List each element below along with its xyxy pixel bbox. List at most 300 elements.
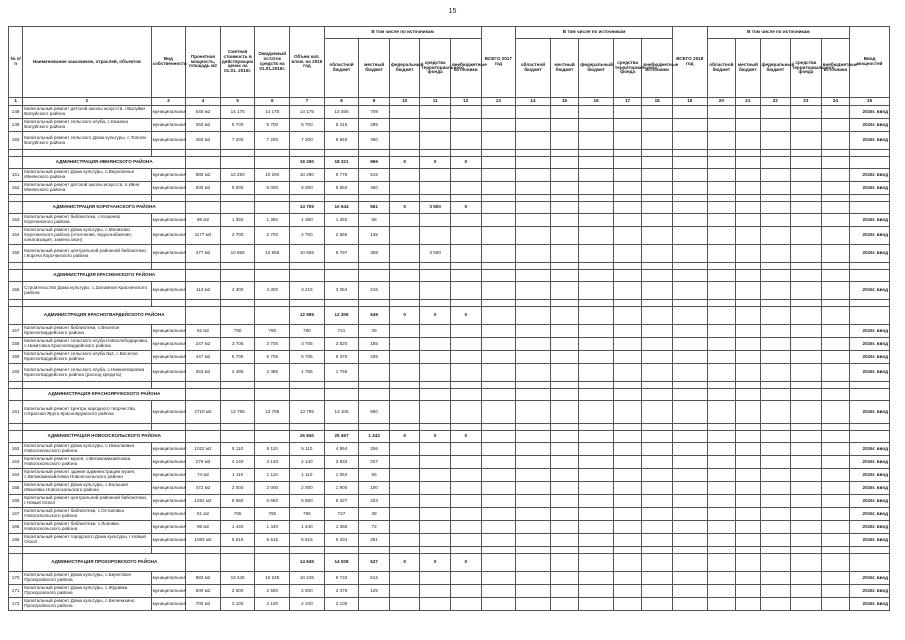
volume-2016: 19 290 <box>290 157 325 169</box>
ownership-type: муниципальная <box>151 119 186 132</box>
territorial-fund: 0 <box>420 554 451 572</box>
header-offbudget: внебюджетные источники <box>450 39 481 98</box>
table-row <box>9 338 890 351</box>
territorial-fund <box>420 169 451 182</box>
empty-cell <box>672 585 707 598</box>
empty-cell <box>642 307 673 325</box>
empty-cell <box>579 534 614 547</box>
empty-cell <box>450 325 481 338</box>
header-name: Наименование заказчиков, отраслей, объектов <box>23 27 151 98</box>
row-index: 157 <box>9 325 23 338</box>
header-offbudget: внебюджетные источники <box>642 39 673 98</box>
header-total-2017: ВСЕГО 2017 год <box>481 27 516 98</box>
empty-cell <box>672 431 707 443</box>
empty-cell <box>516 572 551 585</box>
empty-cell <box>760 307 791 325</box>
estimate-cost: 10 290 <box>220 169 255 182</box>
empty-cell <box>550 182 579 195</box>
empty-cell <box>481 270 516 282</box>
federal-budget <box>389 469 420 482</box>
table-row <box>9 132 890 150</box>
empty-cell <box>642 325 673 338</box>
empty-cell <box>516 263 551 270</box>
row-index: 163 <box>9 456 23 469</box>
capacity: 880 м2 <box>186 169 221 182</box>
empty-cell <box>579 150 614 157</box>
volume-2016: 6 705 <box>290 351 325 364</box>
territorial-fund <box>420 325 451 338</box>
column-number: 10 <box>389 98 420 106</box>
empty-cell <box>516 282 551 300</box>
expected-balance: 2 485 <box>255 364 290 382</box>
empty-cell <box>516 351 551 364</box>
empty-cell <box>642 456 673 469</box>
empty-cell <box>579 169 614 182</box>
empty-cell <box>481 382 516 389</box>
local-budget <box>359 364 390 382</box>
empty-cell <box>672 157 707 169</box>
empty-cell <box>516 469 551 482</box>
federal-budget <box>389 364 420 382</box>
empty-cell <box>736 263 760 270</box>
empty-cell <box>642 598 673 611</box>
empty-cell <box>613 202 642 214</box>
empty-cell <box>613 585 642 598</box>
empty-cell <box>760 401 791 424</box>
empty-cell <box>672 482 707 495</box>
empty-cell <box>736 495 760 508</box>
empty-cell <box>642 401 673 424</box>
object-name: Строительство Дома культуры, с.Заломное Красненского района <box>23 282 151 300</box>
district-header-row <box>9 270 890 282</box>
local-budget: 207 <box>359 456 390 469</box>
empty-cell <box>516 300 551 307</box>
empty-cell <box>850 431 890 443</box>
empty-cell <box>672 182 707 195</box>
ownership-type: муниципальная <box>151 245 186 263</box>
empty-cell <box>450 534 481 547</box>
object-name: Капитальный ремонт Дома культуры, с.Беленихино Прохоровского района <box>23 598 151 611</box>
federal-budget: 0 <box>389 431 420 443</box>
expected-balance: 10 290 <box>255 169 290 182</box>
ownership-type: муниципальная <box>151 401 186 424</box>
empty-cell <box>359 195 390 202</box>
offbudget-sources: 0 <box>450 554 481 572</box>
empty-cell <box>420 263 451 270</box>
row-index: 158 <box>9 338 23 351</box>
empty-cell <box>760 270 791 282</box>
empty-cell <box>760 300 791 307</box>
empty-cell <box>516 106 551 119</box>
regional-budget: 13 105 <box>324 401 359 424</box>
commissioning-note: 2016г. ввод <box>850 534 890 547</box>
expected-balance: 4 140 <box>255 456 290 469</box>
empty-cell <box>821 585 850 598</box>
empty-cell <box>186 431 221 443</box>
empty-cell <box>550 469 579 482</box>
local-budget <box>359 389 390 401</box>
district-header-row <box>9 157 890 169</box>
empty-cell <box>550 382 579 389</box>
empty-cell <box>550 598 579 611</box>
territorial-fund: 0 <box>420 431 451 443</box>
empty-cell <box>760 106 791 119</box>
territorial-fund: 0 <box>420 307 451 325</box>
empty-cell <box>550 263 579 270</box>
empty-cell <box>450 401 481 424</box>
empty-cell <box>821 456 850 469</box>
table-row <box>9 119 890 132</box>
empty-cell <box>481 456 516 469</box>
empty-cell <box>642 182 673 195</box>
empty-cell <box>642 469 673 482</box>
empty-cell <box>707 325 736 338</box>
empty-cell <box>324 263 359 270</box>
empty-cell <box>736 282 760 300</box>
empty-cell <box>255 554 290 572</box>
empty-cell <box>450 424 481 431</box>
row-index: 162 <box>9 443 23 456</box>
column-number: 18 <box>642 98 673 106</box>
empty-cell <box>791 202 822 214</box>
object-name: Капитальный ремонт центральной районной библиотеки, г.Короча Корочанского района <box>23 245 151 263</box>
capacity: 600 м2 <box>186 182 221 195</box>
header-total-2018: ВСЕГО 2018 год <box>672 27 707 98</box>
empty-cell <box>481 424 516 431</box>
empty-cell <box>613 424 642 431</box>
empty-cell <box>516 508 551 521</box>
empty-cell <box>791 182 822 195</box>
ownership-type: муниципальная <box>151 469 186 482</box>
empty-cell <box>516 401 551 424</box>
volume-2016: 12 955 <box>290 307 325 325</box>
column-number: 7 <box>290 98 325 106</box>
empty-cell <box>613 521 642 534</box>
empty-cell <box>791 547 822 554</box>
empty-cell <box>613 150 642 157</box>
empty-cell <box>760 263 791 270</box>
empty-cell <box>791 521 822 534</box>
local-budget: 709 <box>359 106 390 119</box>
empty-cell <box>550 534 579 547</box>
empty-cell <box>642 132 673 150</box>
table-row <box>9 325 890 338</box>
empty-cell <box>672 195 707 202</box>
empty-cell <box>613 508 642 521</box>
empty-cell <box>672 351 707 364</box>
object-name: Капитальный ремонт Дома культуры, с.Береговое Прохоровского района <box>23 572 151 585</box>
volume-2016 <box>290 389 325 401</box>
empty-cell <box>579 554 614 572</box>
capacity: 1083 м2 <box>186 534 221 547</box>
regional-budget: 2 565 <box>324 227 359 245</box>
territorial-fund <box>420 598 451 611</box>
empty-cell <box>642 495 673 508</box>
local-budget: 1 343 <box>359 431 390 443</box>
empty-cell <box>791 424 822 431</box>
expected-balance: 2 700 <box>255 227 290 245</box>
expected-balance: 10 245 <box>255 572 290 585</box>
empty-cell <box>672 424 707 431</box>
empty-cell <box>290 382 325 389</box>
empty-cell <box>290 263 325 270</box>
capacity: 472 м2 <box>186 482 221 495</box>
empty-cell <box>550 307 579 325</box>
empty-cell <box>613 270 642 282</box>
ownership-type: муниципальная <box>151 338 186 351</box>
empty-cell <box>550 401 579 424</box>
column-number: 15 <box>550 98 579 106</box>
empty-cell <box>579 469 614 482</box>
capacity: 62 м2 <box>186 325 221 338</box>
empty-cell <box>791 534 822 547</box>
empty-cell <box>481 598 516 611</box>
federal-budget <box>389 132 420 150</box>
empty-cell <box>760 572 791 585</box>
offbudget-sources <box>450 389 481 401</box>
empty-cell <box>821 572 850 585</box>
regional-budget: 10 644 <box>324 202 359 214</box>
empty-cell <box>550 227 579 245</box>
empty-cell <box>736 106 760 119</box>
header-territorial: средства территориального фонда <box>420 39 451 98</box>
empty-cell <box>516 214 551 227</box>
territorial-fund <box>420 443 451 456</box>
commissioning-note: 2016г. ввод <box>850 495 890 508</box>
empty-cell <box>707 338 736 351</box>
empty-cell <box>481 227 516 245</box>
empty-cell <box>550 132 579 150</box>
empty-cell <box>579 401 614 424</box>
volume-2016: 1 765 <box>290 364 325 382</box>
empty-cell <box>420 150 451 157</box>
empty-cell <box>255 195 290 202</box>
commissioning-note: 2016г. ввод <box>850 585 890 598</box>
table-row <box>9 169 890 182</box>
empty-cell <box>642 300 673 307</box>
estimate-cost: 2 100 <box>220 598 255 611</box>
empty-cell <box>821 106 850 119</box>
empty-cell <box>760 227 791 245</box>
header-regional: областной бюджет <box>324 39 359 98</box>
regional-budget: 6 840 <box>324 132 359 150</box>
empty-cell <box>791 214 822 227</box>
table-row <box>9 508 890 521</box>
empty-cell <box>672 169 707 182</box>
empty-cell <box>791 307 822 325</box>
estimate-cost: 4 140 <box>220 456 255 469</box>
empty-cell <box>579 547 614 554</box>
empty-cell <box>791 119 822 132</box>
object-name: Капитальный ремонт библиотеки, с.Остаповка Новооскольского района <box>23 508 151 521</box>
empty-cell <box>450 245 481 263</box>
object-name: Капитальный ремонт городского Дома культуры, г.Новый Оскол <box>23 534 151 547</box>
federal-budget: 0 <box>389 157 420 169</box>
empty-cell <box>736 245 760 263</box>
column-number: 12 <box>450 98 481 106</box>
empty-cell <box>672 521 707 534</box>
regional-budget: 4 854 <box>324 443 359 456</box>
empty-cell <box>672 389 707 401</box>
empty-cell <box>821 150 850 157</box>
expected-balance: 13 795 <box>255 401 290 424</box>
empty-cell <box>613 598 642 611</box>
empty-cell <box>450 195 481 202</box>
empty-cell <box>736 598 760 611</box>
empty-cell <box>516 182 551 195</box>
header-local: местный бюджет <box>550 39 579 98</box>
empty-cell <box>450 132 481 150</box>
object-name: Капитальный ремонт Центра народного творчества, п.Красная Яруга Краснояружского района <box>23 401 151 424</box>
empty-cell <box>389 195 420 202</box>
ownership-type: муниципальная <box>151 598 186 611</box>
empty-cell <box>481 338 516 351</box>
empty-cell <box>186 263 221 270</box>
empty-cell <box>760 424 791 431</box>
empty-cell <box>707 182 736 195</box>
empty-cell <box>672 214 707 227</box>
regional-budget: 1 900 <box>324 482 359 495</box>
local-budget <box>359 598 390 611</box>
empty-cell <box>579 572 614 585</box>
empty-cell <box>151 150 186 157</box>
empty-cell <box>550 508 579 521</box>
commissioning-note: 2016г. ввод <box>850 364 890 382</box>
expected-balance: 5 110 <box>255 443 290 456</box>
empty-cell <box>736 534 760 547</box>
empty-cell <box>642 195 673 202</box>
empty-cell <box>791 389 822 401</box>
empty-cell <box>481 482 516 495</box>
table-body <box>9 98 890 611</box>
commissioning-note: 2016г. ввод <box>850 325 890 338</box>
header-expected: Ожидаемый остаток средств на 01.01.2016г. <box>255 27 290 98</box>
empty-cell <box>481 572 516 585</box>
empty-cell <box>481 325 516 338</box>
empty-cell <box>736 554 760 572</box>
empty-cell <box>736 585 760 598</box>
offbudget-sources: 0 <box>450 431 481 443</box>
empty-cell <box>9 270 23 282</box>
empty-cell <box>760 182 791 195</box>
empty-cell <box>186 195 221 202</box>
empty-cell <box>791 150 822 157</box>
empty-cell <box>642 169 673 182</box>
regional-budget: 741 <box>324 325 359 338</box>
volume-2016: 765 <box>290 508 325 521</box>
empty-cell <box>450 364 481 382</box>
empty-cell <box>672 245 707 263</box>
empty-cell <box>186 157 221 169</box>
regional-budget: 3 054 <box>324 282 359 300</box>
empty-cell <box>821 389 850 401</box>
spacer-row <box>9 300 890 307</box>
volume-2016: 26 840 <box>290 431 325 443</box>
empty-cell <box>9 424 23 431</box>
empty-cell <box>579 132 614 150</box>
expected-balance: 9 000 <box>255 182 290 195</box>
empty-cell <box>850 382 890 389</box>
empty-cell <box>450 482 481 495</box>
empty-cell <box>324 424 359 431</box>
empty-cell <box>481 106 516 119</box>
capacity: 350 м2 <box>186 119 221 132</box>
empty-cell <box>23 263 151 270</box>
empty-cell <box>672 282 707 300</box>
empty-cell <box>481 351 516 364</box>
territorial-fund <box>420 351 451 364</box>
empty-cell <box>579 443 614 456</box>
local-budget: 215 <box>359 282 390 300</box>
row-index: 167 <box>9 508 23 521</box>
empty-cell <box>389 424 420 431</box>
empty-cell <box>359 150 390 157</box>
empty-cell <box>450 227 481 245</box>
empty-cell <box>613 338 642 351</box>
empty-cell <box>791 263 822 270</box>
empty-cell <box>736 169 760 182</box>
territorial-fund <box>420 508 451 521</box>
empty-cell <box>707 508 736 521</box>
empty-cell <box>151 547 186 554</box>
row-index: 153 <box>9 214 23 227</box>
empty-cell <box>707 263 736 270</box>
header-sources-2018: В том числе по источникам <box>707 27 850 39</box>
empty-cell <box>672 456 707 469</box>
volume-2016: 7 200 <box>290 132 325 150</box>
offbudget-sources: 0 <box>450 202 481 214</box>
empty-cell <box>707 554 736 572</box>
empty-cell <box>613 119 642 132</box>
table-row <box>9 282 890 300</box>
district-header-row <box>9 389 890 401</box>
empty-cell <box>450 150 481 157</box>
column-number: 16 <box>579 98 614 106</box>
empty-cell <box>516 521 551 534</box>
empty-cell <box>613 469 642 482</box>
empty-cell <box>186 547 221 554</box>
empty-cell <box>23 150 151 157</box>
empty-cell <box>481 401 516 424</box>
empty-cell <box>550 495 579 508</box>
table-row <box>9 351 890 364</box>
empty-cell <box>516 202 551 214</box>
header-volume-2016: Объем кап. влож. на 2016 год <box>290 27 325 98</box>
empty-cell <box>579 431 614 443</box>
empty-cell <box>220 389 255 401</box>
empty-cell <box>579 157 614 169</box>
commissioning-note: 2016г. ввод <box>850 182 890 195</box>
empty-cell <box>579 119 614 132</box>
empty-cell <box>791 132 822 150</box>
empty-cell <box>255 424 290 431</box>
empty-cell <box>791 106 822 119</box>
local-budget: 335 <box>359 351 390 364</box>
empty-cell <box>736 150 760 157</box>
column-number: 25 <box>850 98 890 106</box>
empty-cell <box>736 227 760 245</box>
empty-cell <box>760 157 791 169</box>
local-budget: 125 <box>359 585 390 598</box>
empty-cell <box>186 300 221 307</box>
volume-2016: 2 100 <box>290 598 325 611</box>
estimate-cost: 1 110 <box>220 469 255 482</box>
row-index: 164 <box>9 469 23 482</box>
empty-cell <box>186 382 221 389</box>
local-budget: 100 <box>359 482 390 495</box>
empty-cell <box>516 227 551 245</box>
empty-cell <box>389 382 420 389</box>
